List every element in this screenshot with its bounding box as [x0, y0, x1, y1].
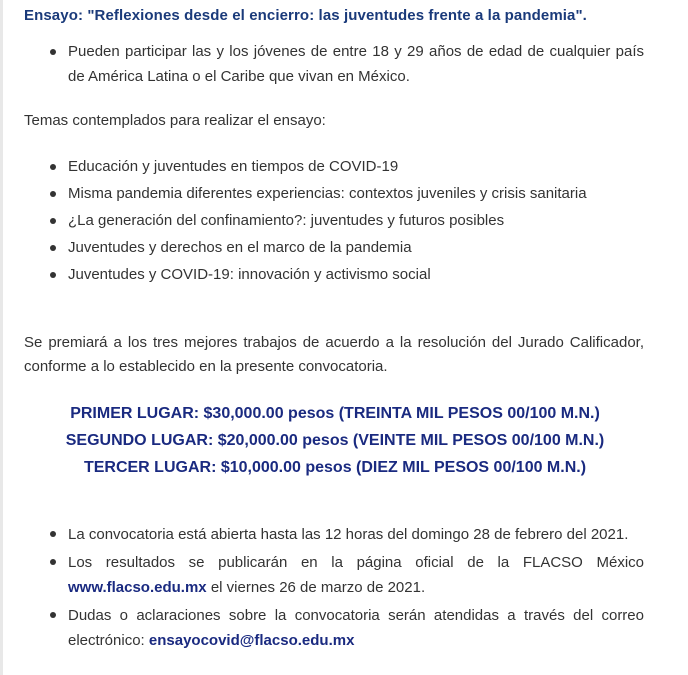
eligibility-item: Pueden participar las y los jóvenes de entre 18 y 29 años de edad de cualquier país de América Latina o el Caribe que vivan en México.: [24, 40, 644, 89]
contact-text: Dudas o aclaraciones sobre la convocatoria serán atendidas a través del correo electrónico:: [68, 607, 644, 649]
details-list: [24, 522, 644, 656]
results-item: [24, 550, 644, 600]
contact-item: [24, 603, 644, 653]
topic-item: Juventudes y derechos en el marco de la pandemia: [24, 234, 644, 261]
results-text: Los resultados se publicarán en la página oficial de la FLACSO México: [68, 554, 644, 571]
topics-list: [24, 153, 644, 288]
essay-heading: Ensayo: "Reflexiones desde el encierro: las juventudes frente a la pandemia".: [24, 7, 587, 24]
awards-intro: Se premiará a los tres mejores trabajos de acuerdo a la resolución del Jurado Calificador, conforme a lo establecido en la presente convocatoria.: [24, 334, 644, 375]
topics-intro: Temas contemplados para realizar el ensayo:: [24, 112, 326, 129]
topic-item: ¿La generación del confinamiento?: juventudes y futuros posibles: [24, 207, 644, 234]
flacso-website-link[interactable]: www.flacso.edu.mx: [68, 579, 207, 596]
deadline-text: La convocatoria está abierta hasta las 12 horas del domingo 28 de febrero del 2021.: [68, 526, 629, 543]
topic-item: Educación y juventudes en tiempos de COVID-19: [24, 153, 644, 180]
topic-item: Juventudes y COVID-19: innovación y activismo social: [24, 261, 644, 288]
results-date-text: el viernes 26 de marzo de 2021.: [210, 579, 426, 596]
third-prize: TERCER LUGAR: $10,000.00 pesos (DIEZ MIL PESOS 00/100 M.N.): [83, 459, 587, 476]
first-prize: PRIMER LUGAR: $30,000.00 pesos (TREINTA MIL PESOS 00/100 M.N.): [70, 405, 600, 422]
prizes-block: [0, 400, 670, 481]
contact-email-link[interactable]: ensayocovid@flacso.edu.mx: [148, 632, 355, 649]
second-prize: SEGUNDO LUGAR: $20,000.00 pesos (VEINTE MIL PESOS 00/100 M.N.): [65, 432, 605, 449]
eligibility-list: [24, 40, 644, 89]
deadline-item: [24, 522, 644, 547]
topic-item: Misma pandemia diferentes experiencias: contextos juveniles y crisis sanitaria: [24, 180, 644, 207]
left-border: [0, 0, 3, 675]
